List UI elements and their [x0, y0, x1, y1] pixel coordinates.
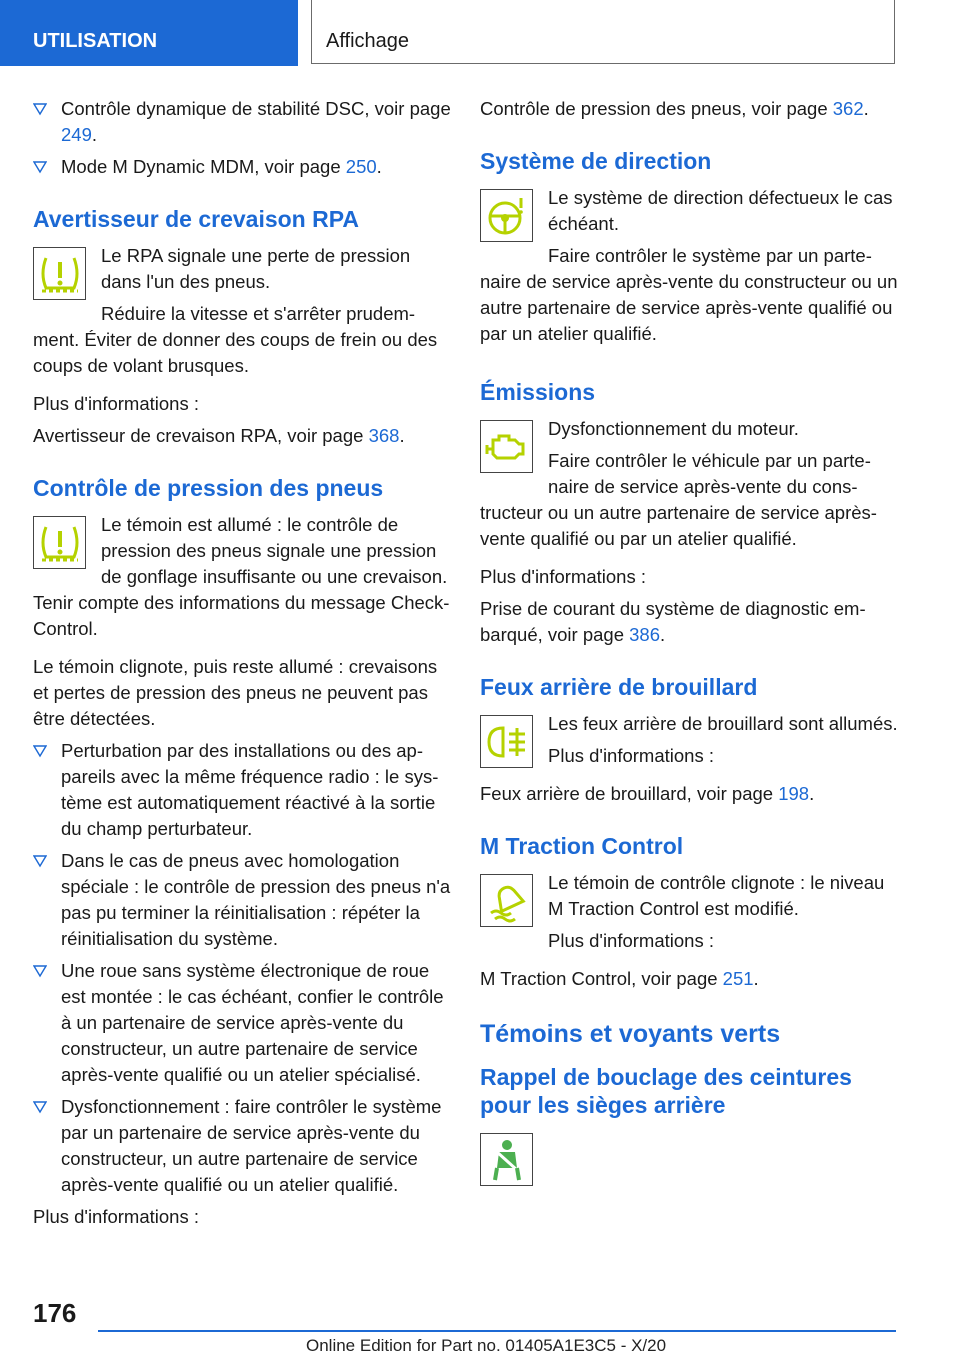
- page-header: [0, 0, 960, 66]
- page-number: 176: [33, 1298, 77, 1328]
- page-link[interactable]: 249: [61, 124, 92, 145]
- list-item: Une roue sans système électronique de roue est montée : le cas échéant, confier le contrôle à un partenaire de service après-vente du constructeur, un autre partenaire de service après-vente qualifié ou un atelier spécialisé.: [33, 958, 451, 1088]
- tire-pressure-warning-icon: [33, 247, 86, 300]
- fog-reference: Feux arrière de brouillard, voir page 198.: [480, 783, 815, 804]
- fog-block: [480, 711, 898, 775]
- rpa-reference: Avertisseur de crevaison RPA, voir page 368.: [33, 425, 405, 446]
- tpm-desc-2: Le témoin clignote, puis reste allumé : crevaisons et pertes de pression des pneus ne peuvent pas être détectées.: [33, 656, 438, 729]
- list-item: Dans le cas de pneus avec homologation spéciale : le contrôle de pression des pneus n'a pas pu terminer la réinitialisation : répéter la réinitialisation du système.: [33, 848, 451, 952]
- emissions-desc-2: Faire contrôler le véhicule par un partenaire de service après-vente du constructeur ou un autre partenaire de service après-vente qualifié ou par un atelier qualifié.: [480, 450, 877, 549]
- section-heading: Émissions: [480, 379, 596, 405]
- more-info-label: Plus d'informations :: [480, 566, 646, 587]
- emissions-desc-1: Dysfonctionnement du moteur.: [548, 418, 799, 439]
- tpm-bullet-list: [33, 738, 451, 1198]
- steering-desc-1: Le système de direction défectueux le cas échéant.: [548, 187, 893, 234]
- bullet-list-top: [33, 96, 451, 180]
- seatbelt-reminder-icon: [480, 1133, 533, 1186]
- triangle-bullet-icon: [33, 744, 47, 758]
- section-tab[interactable]: UTILISATION: [0, 0, 298, 66]
- section-heading: Système de direction: [480, 148, 712, 174]
- steering-block: [480, 185, 898, 353]
- more-info-label: Plus d'informations :: [548, 745, 714, 766]
- page-link[interactable]: 251: [722, 968, 754, 989]
- list-item: Contrôle dynamique de stabilité DSC, voir page 249.: [33, 96, 451, 148]
- right-column: [480, 96, 898, 1190]
- tpm-reference: Contrôle de pression des pneus, voir page 362.: [480, 98, 869, 119]
- list-item: Dysfonctionnement : faire contrôler le système par un partenaire de service après-vente du constructeur, un autre partenaire de service après-vente qualifié ou un atelier qualifié.: [33, 1094, 451, 1198]
- traction-reference: M Traction Control, voir page 251.: [480, 968, 759, 989]
- tire-pressure-warning-icon: [33, 516, 86, 569]
- traction-desc-1: Le témoin de contrôle clignote : le niveau M Traction Control est modifié.: [548, 872, 885, 919]
- rpa-desc-2: Réduire la vitesse et s'arrêter prudemment. Éviter de donner des coups de frein ou des coups de volant brusques.: [33, 303, 438, 376]
- triangle-bullet-icon: [33, 102, 47, 116]
- steering-desc-2: Faire contrôler le système par un partenaire de service après-vente du constructeur ou un autre partenaire de service après-vente qualifié ou par un atelier qualifié.: [480, 245, 898, 344]
- page-link[interactable]: 386: [629, 624, 661, 645]
- page-link[interactable]: 250: [345, 156, 377, 177]
- more-info-label: Plus d'informations :: [548, 930, 714, 951]
- section-heading: Contrôle de pression des pneus: [33, 475, 384, 501]
- triangle-bullet-icon: [33, 854, 47, 868]
- section-heading: Rappel de bouclage des ceintures pour les sièges arrière: [480, 1064, 852, 1118]
- page-link[interactable]: 368: [368, 425, 400, 446]
- steering-warning-icon: [480, 189, 533, 242]
- more-info-label: Plus d'informations :: [33, 1206, 199, 1227]
- footer-divider: [98, 1330, 896, 1332]
- fog-desc-1: Les feux arrière de brouillard sont allumés.: [548, 713, 898, 734]
- traction-block: [480, 870, 898, 960]
- edition-label: Online Edition for Part no. 01405A1E3C5 - X/20: [306, 1336, 667, 1355]
- page-link[interactable]: 362: [832, 98, 864, 119]
- left-column: [33, 96, 451, 1236]
- tpm-block: [33, 512, 451, 648]
- chapter-title: Affichage: [311, 0, 895, 64]
- more-info-label: Plus d'informations :: [33, 393, 199, 414]
- list-item: Perturbation par des installations ou des appareils avec la même fréquence radio : le système est automatiquement réactivé à la sortie du champ perturbateur.: [33, 738, 451, 842]
- chapter-heading: Témoins et voyants verts: [480, 1020, 781, 1048]
- emissions-block: [480, 416, 898, 558]
- rear-fog-light-icon: [480, 715, 533, 768]
- rpa-desc-1: Le RPA signale une perte de pression dans l'un des pneus.: [101, 245, 411, 292]
- tpm-desc-1: Le témoin est allumé : le contrôle de pression des pneus signale une pression de gonflage insuffisante ou une crevaison. Tenir compte des informations du message Check-Control.: [33, 514, 450, 639]
- traction-control-icon: [480, 874, 533, 927]
- engine-check-icon: [480, 420, 533, 473]
- triangle-bullet-icon: [33, 964, 47, 978]
- section-heading: M Traction Control: [480, 833, 684, 859]
- list-item: Mode M Dynamic MDM, voir page 250.: [33, 154, 451, 180]
- emissions-reference: Prise de courant du système de diagnostic embarqué, voir page 386.: [480, 598, 866, 645]
- page-link[interactable]: 198: [778, 783, 810, 804]
- triangle-bullet-icon: [33, 160, 47, 174]
- section-heading: Avertisseur de crevaison RPA: [33, 206, 359, 232]
- triangle-bullet-icon: [33, 1100, 47, 1114]
- rpa-block: [33, 243, 451, 385]
- section-heading: Feux arrière de brouillard: [480, 674, 758, 700]
